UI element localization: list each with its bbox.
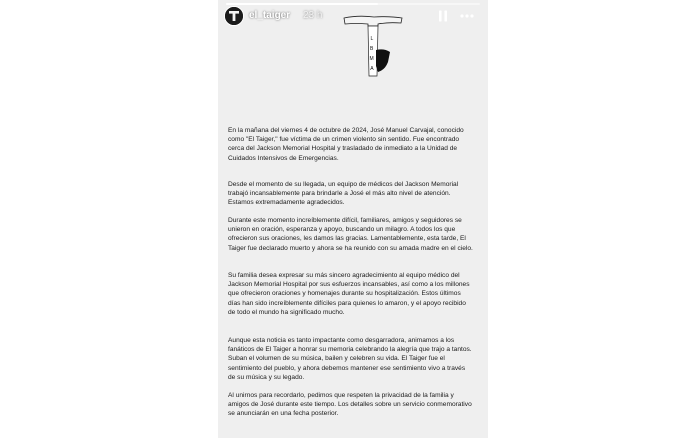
- story-username[interactable]: el_taiger: [249, 10, 291, 21]
- avatar-image: [225, 7, 243, 25]
- statement-paragraph: Durante este momento increíblemente difícil, familiares, amigos y seguidores se unieron en oración, esperanza y apoyo, buscando un milagro. A todos los que ofrecieron sus oraciones, les damos las gracias. Lamentablemente, esta tarde, El Taiger fue declarado muerto y ahora se ha reunido con su amada madre en el cielo.: [228, 217, 473, 252]
- statement-paragraph: Su familia desea expresar su más sincero agradecimiento al equipo médico del Jackson Memorial Hospital por sus esfuerzos incansables, así como a los millones que ofrecieron oraciones y homenajes durante su hospitalización. Estos últimos días han sido increíblemente difíciles para quienes lo amaron, y el apoyo recibido de todo el mundo ha significado mucho.: [228, 272, 470, 316]
- statement-paragraph: En la mañana del viernes 4 de octubre de 2024, José Manuel Carvajal, conocido como "El Taiger," fue víctima de un crimen violento sin sentido. Fue encontrado cerca del Jackson Memorial Hospital y trasladado de inmediato a la Unidad de Cuidados Intensivos de Emergencias.: [228, 127, 464, 162]
- svg-text:A: A: [370, 66, 374, 72]
- story-progress-fill: [226, 3, 378, 5]
- pause-icon[interactable]: [435, 8, 451, 24]
- more-options-icon[interactable]: [458, 8, 476, 24]
- el-taiger-logo: [338, 14, 408, 84]
- statement-paragraph: Al unirnos para recordarlo, pedimos que respeten la privacidad de la familia y amigos de José durante este tiempo. Los detalles sobre un servicio conmemorativo se anunciarán en una fecha posterior.: [228, 392, 472, 418]
- svg-text:B: B: [370, 46, 374, 52]
- story-timestamp: 23 h: [303, 10, 323, 21]
- statement-paragraph: Aunque esta noticia es tanto impactante como desgarradora, animamos a los fanáticos de El Taiger a honrar su memoria celebrando la alegría que trajo a tantos. Suban el volumen de su música, bailen y celebren su vida. El Taiger fue el sentimiento del pueblo, y ahora debemos mantener ese sentimiento vivo a través de su música y su legado.: [228, 337, 472, 381]
- story-viewer[interactable]: [218, 0, 488, 438]
- profile-avatar[interactable]: [224, 6, 244, 26]
- statement-paragraph: Desde el momento de su llegada, un equipo de médicos del Jackson Memorial trabajó incansablemente para brindarle a José el más alto nivel de atención. Estamos extremadamente agradecidos.: [228, 181, 459, 207]
- story-progress-bar: [226, 3, 480, 5]
- svg-text:L: L: [370, 36, 374, 42]
- svg-text:M: M: [369, 56, 374, 62]
